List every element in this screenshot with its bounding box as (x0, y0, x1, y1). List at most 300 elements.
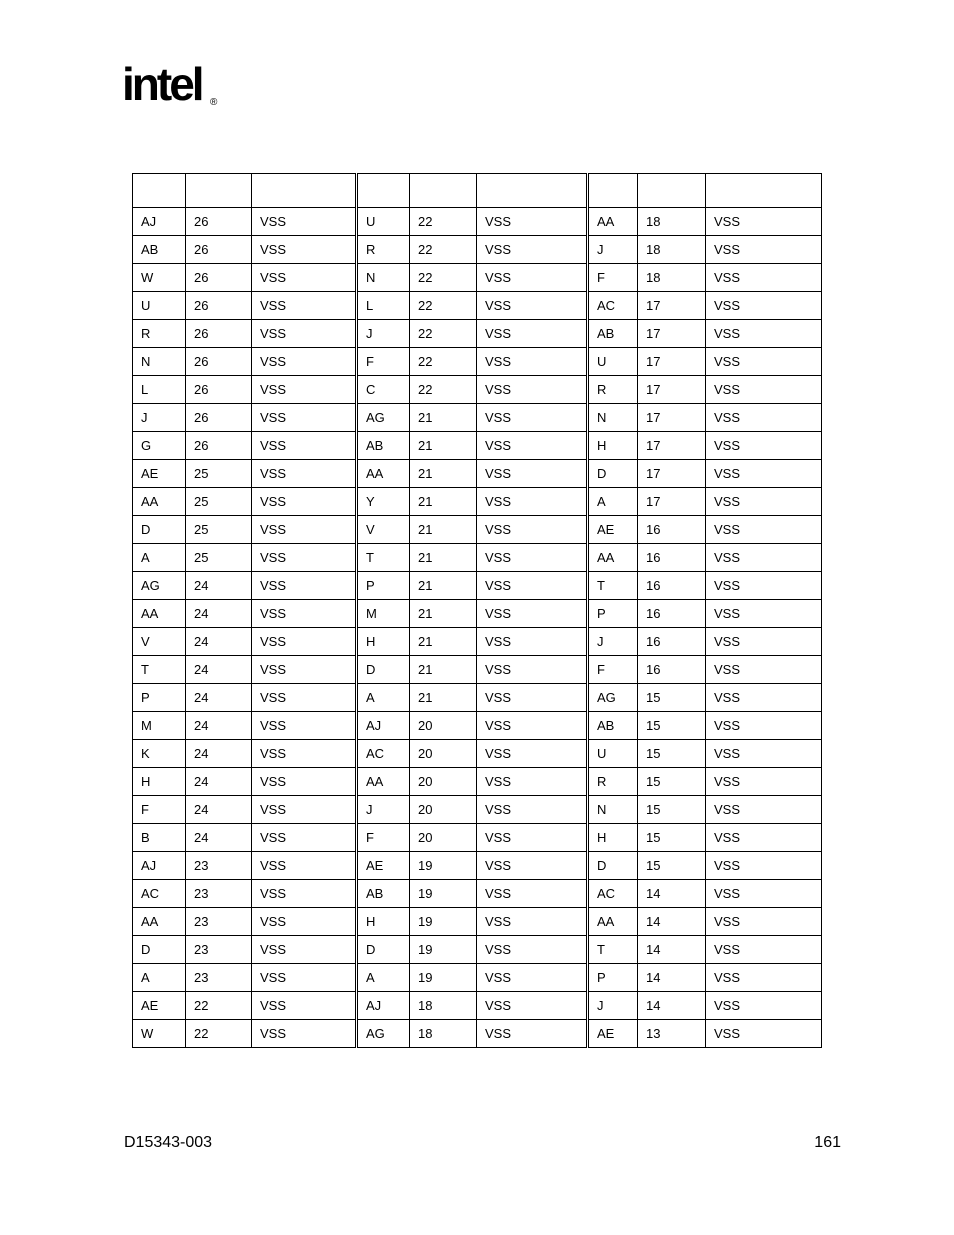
signal-name-cell: VSS (477, 404, 588, 432)
ball-column-cell: 22 (410, 236, 477, 264)
column-header (588, 174, 638, 208)
signal-name-cell: VSS (477, 208, 588, 236)
ball-column-cell: 21 (410, 404, 477, 432)
table-row (133, 880, 822, 908)
ball-column-cell: 18 (410, 992, 477, 1020)
ball-column-cell: 26 (186, 376, 252, 404)
ball-column-cell: 16 (638, 516, 706, 544)
ball-column-cell: 20 (410, 768, 477, 796)
ball-row-cell: D (357, 936, 410, 964)
signal-name-cell: VSS (706, 740, 822, 768)
signal-name-cell: VSS (252, 460, 357, 488)
signal-name-cell: VSS (477, 264, 588, 292)
ball-column-cell: 22 (186, 992, 252, 1020)
ball-column-cell: 18 (638, 236, 706, 264)
ball-row-cell: L (133, 376, 186, 404)
ball-row-cell: AA (133, 488, 186, 516)
signal-name-cell: VSS (252, 236, 357, 264)
table-row (133, 208, 822, 236)
ball-row-cell: R (588, 376, 638, 404)
table-row (133, 628, 822, 656)
signal-name-cell: VSS (477, 964, 588, 992)
ball-column-cell: 21 (410, 516, 477, 544)
signal-name-cell: VSS (706, 376, 822, 404)
table-row (133, 1020, 822, 1048)
ball-row-cell: A (588, 488, 638, 516)
ball-row-cell: U (588, 348, 638, 376)
signal-name-cell: VSS (252, 964, 357, 992)
signal-name-cell: VSS (477, 768, 588, 796)
ball-row-cell: U (588, 740, 638, 768)
signal-name-cell: VSS (477, 516, 588, 544)
table-row (133, 768, 822, 796)
ball-row-cell: AA (588, 208, 638, 236)
ball-column-cell: 21 (410, 600, 477, 628)
signal-name-cell: VSS (477, 684, 588, 712)
column-header (357, 174, 410, 208)
ball-row-cell: P (588, 964, 638, 992)
ball-column-cell: 14 (638, 964, 706, 992)
column-header (410, 174, 477, 208)
ball-row-cell: AE (588, 516, 638, 544)
ball-row-cell: R (357, 236, 410, 264)
signal-name-cell: VSS (252, 824, 357, 852)
ball-column-cell: 16 (638, 628, 706, 656)
ball-row-cell: AE (357, 852, 410, 880)
ball-row-cell: AC (357, 740, 410, 768)
ball-column-cell: 25 (186, 544, 252, 572)
signal-name-cell: VSS (252, 852, 357, 880)
signal-name-cell: VSS (252, 572, 357, 600)
table-row (133, 432, 822, 460)
table-row (133, 908, 822, 936)
ball-row-cell: U (133, 292, 186, 320)
ball-column-cell: 14 (638, 936, 706, 964)
signal-name-cell: VSS (706, 628, 822, 656)
signal-name-cell: VSS (706, 348, 822, 376)
ball-row-cell: J (588, 236, 638, 264)
ball-row-cell: C (357, 376, 410, 404)
ball-column-cell: 22 (410, 208, 477, 236)
signal-name-cell: VSS (706, 684, 822, 712)
signal-name-cell: VSS (706, 572, 822, 600)
ball-column-cell: 22 (410, 320, 477, 348)
ball-row-cell: AE (133, 992, 186, 1020)
ball-column-cell: 20 (410, 796, 477, 824)
ball-row-cell: N (588, 796, 638, 824)
table-row (133, 852, 822, 880)
ball-row-cell: AB (133, 236, 186, 264)
signal-name-cell: VSS (706, 852, 822, 880)
ball-column-cell: 16 (638, 600, 706, 628)
signal-name-cell: VSS (706, 488, 822, 516)
signal-name-cell: VSS (252, 712, 357, 740)
ball-column-cell: 24 (186, 600, 252, 628)
ball-row-cell: T (588, 936, 638, 964)
table-row (133, 404, 822, 432)
ball-column-cell: 13 (638, 1020, 706, 1048)
signal-name-cell: VSS (706, 880, 822, 908)
ball-row-cell: F (588, 264, 638, 292)
ball-column-cell: 20 (410, 740, 477, 768)
ball-column-cell: 23 (186, 852, 252, 880)
table-header-row (133, 174, 822, 208)
ball-row-cell: AB (588, 320, 638, 348)
ball-column-cell: 19 (410, 908, 477, 936)
signal-name-cell: VSS (477, 656, 588, 684)
ball-row-cell: AJ (133, 208, 186, 236)
column-header (186, 174, 252, 208)
ball-column-cell: 20 (410, 712, 477, 740)
ball-column-cell: 26 (186, 348, 252, 376)
signal-name-cell: VSS (252, 208, 357, 236)
signal-name-cell: VSS (706, 432, 822, 460)
ball-column-cell: 14 (638, 908, 706, 936)
signal-name-cell: VSS (252, 404, 357, 432)
table-row (133, 488, 822, 516)
ball-row-cell: J (357, 320, 410, 348)
table-row (133, 264, 822, 292)
ball-column-cell: 17 (638, 404, 706, 432)
ball-row-cell: AG (133, 572, 186, 600)
page-number: 161 (814, 1134, 841, 1151)
ball-row-cell: AA (133, 600, 186, 628)
ball-row-cell: A (133, 544, 186, 572)
table-row (133, 964, 822, 992)
signal-name-cell: VSS (477, 432, 588, 460)
ball-column-cell: 24 (186, 768, 252, 796)
signal-name-cell: VSS (706, 544, 822, 572)
table-row (133, 348, 822, 376)
signal-name-cell: VSS (477, 880, 588, 908)
ball-row-cell: F (357, 824, 410, 852)
table-row (133, 600, 822, 628)
ball-row-cell: F (357, 348, 410, 376)
ball-row-cell: M (357, 600, 410, 628)
ball-column-cell: 19 (410, 936, 477, 964)
ball-row-cell: AJ (357, 712, 410, 740)
intel-logo (122, 58, 232, 120)
signal-name-cell: VSS (477, 1020, 588, 1048)
ball-column-cell: 17 (638, 432, 706, 460)
ball-row-cell: AE (588, 1020, 638, 1048)
signal-name-cell: VSS (252, 628, 357, 656)
ball-column-cell: 21 (410, 544, 477, 572)
ball-column-cell: 21 (410, 628, 477, 656)
ball-row-cell: AA (357, 460, 410, 488)
ball-row-cell: AJ (133, 852, 186, 880)
ball-column-cell: 21 (410, 488, 477, 516)
ball-row-cell: J (133, 404, 186, 432)
signal-name-cell: VSS (706, 320, 822, 348)
ball-column-cell: 17 (638, 376, 706, 404)
signal-name-cell: VSS (706, 992, 822, 1020)
signal-name-cell: VSS (706, 600, 822, 628)
table-row (133, 544, 822, 572)
signal-name-cell: VSS (477, 460, 588, 488)
column-header (252, 174, 357, 208)
ball-row-cell: W (133, 264, 186, 292)
ball-row-cell: F (588, 656, 638, 684)
signal-name-cell: VSS (252, 1020, 357, 1048)
table-row (133, 712, 822, 740)
signal-name-cell: VSS (477, 740, 588, 768)
ball-row-cell: T (357, 544, 410, 572)
ball-row-cell: A (133, 964, 186, 992)
ball-row-cell: H (588, 824, 638, 852)
column-header (638, 174, 706, 208)
ball-column-cell: 20 (410, 824, 477, 852)
ball-row-cell: R (133, 320, 186, 348)
ball-column-cell: 14 (638, 880, 706, 908)
ball-column-cell: 21 (410, 460, 477, 488)
ball-column-cell: 19 (410, 964, 477, 992)
signal-name-cell: VSS (477, 292, 588, 320)
ball-column-cell: 24 (186, 824, 252, 852)
ball-row-cell: V (133, 628, 186, 656)
ball-column-cell: 18 (410, 1020, 477, 1048)
signal-name-cell: VSS (477, 236, 588, 264)
ball-row-cell: D (133, 936, 186, 964)
signal-name-cell: VSS (477, 796, 588, 824)
ball-row-cell: P (588, 600, 638, 628)
ball-row-cell: AB (588, 712, 638, 740)
ball-column-cell: 17 (638, 292, 706, 320)
signal-name-cell: VSS (477, 628, 588, 656)
signal-name-cell: VSS (706, 964, 822, 992)
ball-row-cell: AA (588, 544, 638, 572)
ball-row-cell: AC (133, 880, 186, 908)
ball-column-cell: 19 (410, 880, 477, 908)
signal-name-cell: VSS (252, 796, 357, 824)
table-row (133, 320, 822, 348)
table-row (133, 740, 822, 768)
signal-name-cell: VSS (706, 264, 822, 292)
signal-name-cell: VSS (706, 768, 822, 796)
ball-column-cell: 15 (638, 740, 706, 768)
ball-row-cell: H (588, 432, 638, 460)
signal-name-cell: VSS (477, 572, 588, 600)
signal-name-cell: VSS (252, 432, 357, 460)
ball-row-cell: N (357, 264, 410, 292)
ball-column-cell: 26 (186, 320, 252, 348)
ball-column-cell: 17 (638, 348, 706, 376)
table-row (133, 796, 822, 824)
ball-column-cell: 25 (186, 460, 252, 488)
signal-name-cell: VSS (252, 264, 357, 292)
ball-column-cell: 17 (638, 488, 706, 516)
signal-name-cell: VSS (252, 292, 357, 320)
ball-row-cell: F (133, 796, 186, 824)
ball-row-cell: J (588, 992, 638, 1020)
table-row (133, 684, 822, 712)
ball-row-cell: P (357, 572, 410, 600)
ball-column-cell: 26 (186, 264, 252, 292)
ball-row-cell: U (357, 208, 410, 236)
ball-column-cell: 15 (638, 712, 706, 740)
signal-name-cell: VSS (252, 656, 357, 684)
table-row (133, 516, 822, 544)
ball-row-cell: N (588, 404, 638, 432)
signal-name-cell: VSS (477, 600, 588, 628)
signal-name-cell: VSS (477, 320, 588, 348)
ball-row-cell: AB (357, 432, 410, 460)
ball-row-cell: AA (357, 768, 410, 796)
ball-column-cell: 25 (186, 488, 252, 516)
ball-column-cell: 17 (638, 460, 706, 488)
ball-row-cell: G (133, 432, 186, 460)
ball-row-cell: D (357, 656, 410, 684)
ball-column-cell: 24 (186, 684, 252, 712)
ball-row-cell: AG (357, 404, 410, 432)
signal-name-cell: VSS (477, 824, 588, 852)
ball-row-cell: H (357, 628, 410, 656)
signal-name-cell: VSS (252, 992, 357, 1020)
ball-row-cell: AC (588, 292, 638, 320)
ball-row-cell: J (588, 628, 638, 656)
ball-column-cell: 15 (638, 768, 706, 796)
signal-name-cell: VSS (706, 292, 822, 320)
ball-column-cell: 15 (638, 824, 706, 852)
ball-column-cell: 22 (410, 264, 477, 292)
ball-column-cell: 24 (186, 740, 252, 768)
signal-name-cell: VSS (477, 544, 588, 572)
ball-column-cell: 18 (638, 264, 706, 292)
signal-name-cell: VSS (706, 796, 822, 824)
ball-column-cell: 26 (186, 208, 252, 236)
ball-row-cell: AB (357, 880, 410, 908)
signal-name-cell: VSS (252, 908, 357, 936)
ball-row-cell: N (133, 348, 186, 376)
signal-name-cell: VSS (252, 600, 357, 628)
ball-column-cell: 15 (638, 852, 706, 880)
ball-column-cell: 24 (186, 628, 252, 656)
intel-logo-text: intel (122, 58, 202, 110)
ball-column-cell: 24 (186, 712, 252, 740)
ball-column-cell: 23 (186, 880, 252, 908)
ball-column-cell: 23 (186, 936, 252, 964)
table-row (133, 292, 822, 320)
signal-name-cell: VSS (706, 936, 822, 964)
ball-row-cell: K (133, 740, 186, 768)
signal-name-cell: VSS (252, 376, 357, 404)
signal-name-cell: VSS (706, 208, 822, 236)
ball-column-cell: 21 (410, 572, 477, 600)
signal-name-cell: VSS (252, 936, 357, 964)
ball-row-cell: V (357, 516, 410, 544)
table-row (133, 824, 822, 852)
document-number: D15343-003 (124, 1134, 213, 1151)
ball-row-cell: R (588, 768, 638, 796)
ball-column-cell: 21 (410, 432, 477, 460)
ball-column-cell: 22 (410, 376, 477, 404)
ball-row-cell: AE (133, 460, 186, 488)
signal-name-cell: VSS (706, 460, 822, 488)
ball-row-cell: D (588, 460, 638, 488)
ball-column-cell: 16 (638, 572, 706, 600)
ball-column-cell: 26 (186, 404, 252, 432)
ball-column-cell: 22 (410, 348, 477, 376)
ball-column-cell: 26 (186, 432, 252, 460)
signal-name-cell: VSS (706, 236, 822, 264)
ball-column-cell: 21 (410, 684, 477, 712)
signal-name-cell: VSS (252, 880, 357, 908)
table-row (133, 936, 822, 964)
signal-name-cell: VSS (252, 488, 357, 516)
pin-list-table (132, 173, 822, 1048)
ball-column-cell: 24 (186, 796, 252, 824)
ball-row-cell: A (357, 684, 410, 712)
table-row (133, 460, 822, 488)
ball-row-cell: H (133, 768, 186, 796)
ball-row-cell: T (133, 656, 186, 684)
ball-row-cell: M (133, 712, 186, 740)
ball-column-cell: 16 (638, 544, 706, 572)
ball-column-cell: 19 (410, 852, 477, 880)
ball-column-cell: 23 (186, 964, 252, 992)
signal-name-cell: VSS (252, 320, 357, 348)
table-row (133, 656, 822, 684)
ball-row-cell: AA (588, 908, 638, 936)
ball-column-cell: 24 (186, 572, 252, 600)
signal-name-cell: VSS (706, 1020, 822, 1048)
ball-row-cell: P (133, 684, 186, 712)
signal-name-cell: VSS (477, 936, 588, 964)
signal-name-cell: VSS (252, 684, 357, 712)
signal-name-cell: VSS (706, 656, 822, 684)
ball-row-cell: AA (133, 908, 186, 936)
ball-row-cell: L (357, 292, 410, 320)
table-row (133, 236, 822, 264)
ball-column-cell: 26 (186, 292, 252, 320)
signal-name-cell: VSS (706, 712, 822, 740)
signal-name-cell: VSS (477, 852, 588, 880)
table-row (133, 992, 822, 1020)
ball-row-cell: A (357, 964, 410, 992)
ball-row-cell: AG (357, 1020, 410, 1048)
ball-row-cell: B (133, 824, 186, 852)
ball-column-cell: 17 (638, 320, 706, 348)
signal-name-cell: VSS (706, 404, 822, 432)
ball-row-cell: H (357, 908, 410, 936)
ball-column-cell: 15 (638, 684, 706, 712)
signal-name-cell: VSS (252, 740, 357, 768)
ball-column-cell: 22 (410, 292, 477, 320)
ball-column-cell: 14 (638, 992, 706, 1020)
ball-row-cell: W (133, 1020, 186, 1048)
ball-row-cell: AJ (357, 992, 410, 1020)
ball-column-cell: 18 (638, 208, 706, 236)
signal-name-cell: VSS (706, 824, 822, 852)
registered-mark: ® (210, 97, 218, 108)
signal-name-cell: VSS (252, 516, 357, 544)
table-body (133, 208, 822, 1048)
signal-name-cell: VSS (477, 992, 588, 1020)
ball-row-cell: AG (588, 684, 638, 712)
ball-column-cell: 26 (186, 236, 252, 264)
column-header (133, 174, 186, 208)
ball-column-cell: 25 (186, 516, 252, 544)
signal-name-cell: VSS (706, 908, 822, 936)
ball-row-cell: J (357, 796, 410, 824)
column-header (477, 174, 588, 208)
signal-name-cell: VSS (477, 376, 588, 404)
ball-column-cell: 22 (186, 1020, 252, 1048)
signal-name-cell: VSS (706, 516, 822, 544)
table-row (133, 376, 822, 404)
ball-column-cell: 23 (186, 908, 252, 936)
signal-name-cell: VSS (252, 544, 357, 572)
